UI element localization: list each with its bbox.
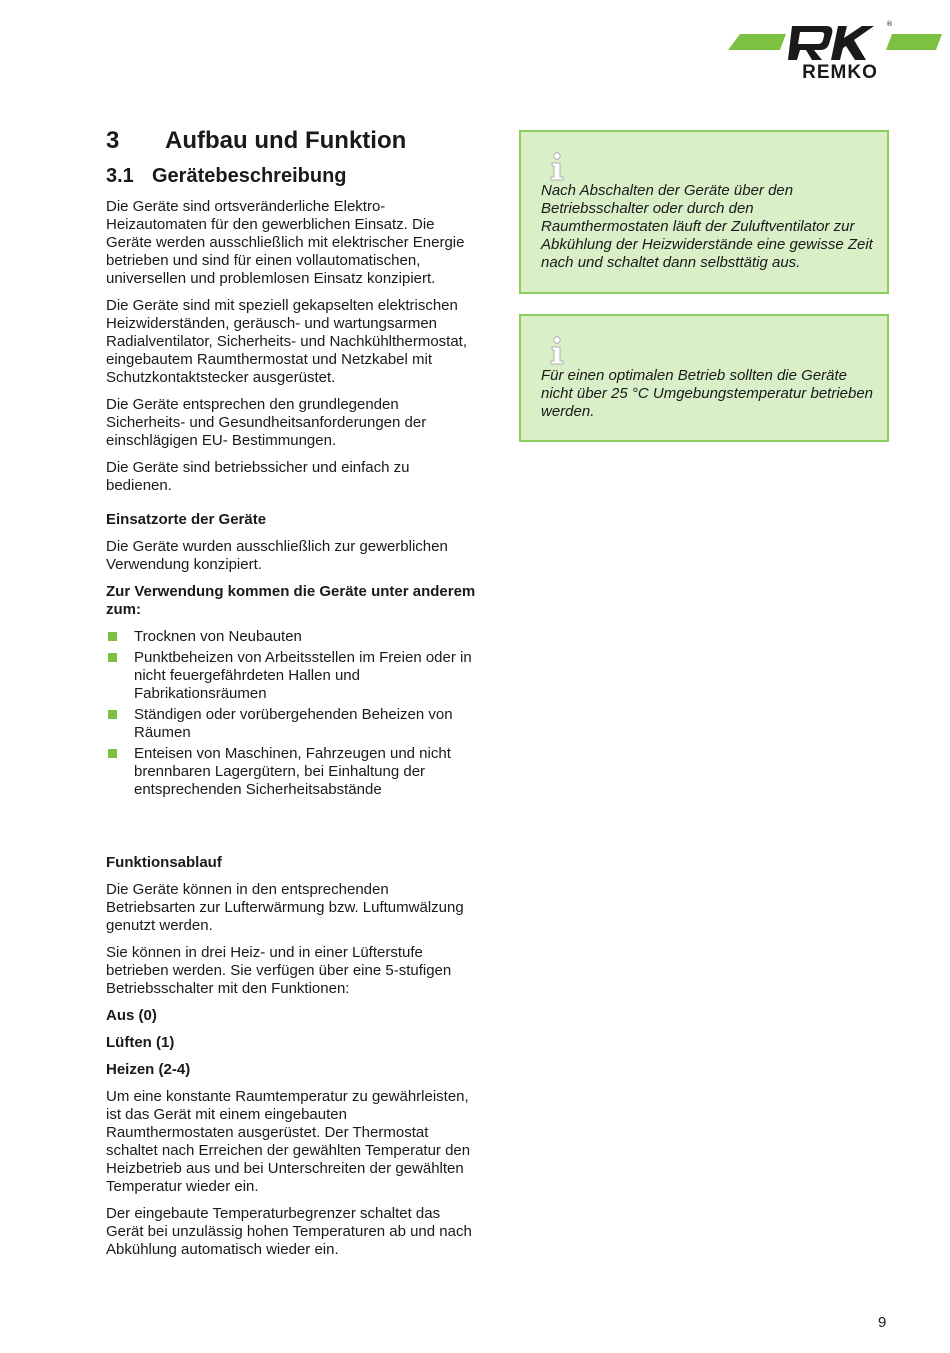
list-item: Enteisen von Maschinen, Fahrzeugen und nicht brennbaren Lagergütern, bei Einhaltung der entsprechenden Sicherheitsabstände xyxy=(106,745,478,799)
intro-paragraph: Die Geräte sind betriebssicher und einfach zu bedienen. xyxy=(106,459,410,494)
chapter-number: 3 xyxy=(106,127,120,154)
bullet-square-icon xyxy=(108,632,117,641)
info-note xyxy=(519,314,889,442)
note-text: Für einen optimalen Betrieb sollten die Geräte nicht über 25 °C Umgebungstemperatur betrieben werden. xyxy=(541,367,874,420)
info-icon xyxy=(549,152,565,182)
info-icon xyxy=(549,336,565,366)
mode-off: Aus (0) xyxy=(106,1007,157,1024)
einsatzorte-text: Die Geräte wurden ausschließlich zur gewerblichen Verwendung konzipiert. xyxy=(106,538,448,573)
einsatzorte-list xyxy=(106,628,478,799)
svg-text:®: ® xyxy=(886,20,893,28)
intro-paragraph: Die Geräte sind mit speziell gekapselten elektrischen Heizwiderständen, geräusch- und wartungsarmen Radialventilator, Sicherheits- und Nachkühlthermostat, eingebautem Raumthermostat und Netzkabel mit Schutzkontaktstecker ausgerüstet. xyxy=(106,297,468,386)
bullet-square-icon xyxy=(108,710,117,719)
chapter-heading xyxy=(106,124,478,158)
mode-fan: Lüften (1) xyxy=(106,1034,175,1051)
note-text: Nach Abschalten der Geräte über den Betriebsschalter oder durch den Raumthermostaten läuft der Zuluftventilator zur Abkühlung der Heizwiderstände eine gewisse Zeit nach und schaltet dann selbsttätig aus. xyxy=(541,182,873,271)
page-number: 9 xyxy=(878,1314,887,1331)
mode-heat: Heizen (2-4) xyxy=(106,1061,191,1078)
einsatzorte-title: Einsatzorte der Geräte xyxy=(106,511,267,528)
intro-paragraph: Die Geräte sind ortsveränderliche Elektro-Heizautomaten für den gewerblichen Einsatz. Die Geräte werden ausschließlich mit elektrischer Energie betrieben und sind für einen vollautomatischen, universellen und problemlosen Einsatz konzipiert. xyxy=(106,198,465,287)
list-item: Punktbeheizen von Arbeitsstellen im Freien oder in nicht feuergefährdeten Hallen und Fabrikationsräumen xyxy=(106,649,478,703)
funktion-title: Funktionsablauf xyxy=(106,854,222,871)
intro-paragraph: Die Geräte entsprechen den grundlegenden Sicherheits- und Gesundheitsanforderungen der einschlägigen EU- Bestimmungen. xyxy=(106,396,427,449)
section-heading xyxy=(106,162,478,190)
section-number: 3.1 xyxy=(106,165,134,187)
funktion-paragraph: Die Geräte können in den entsprechenden Betriebsarten zur Lufterwärmung bzw. Luftumwälzung genutzt werden. xyxy=(106,881,464,934)
chapter-title: Aufbau und Funktion xyxy=(165,127,407,154)
section-title: Gerätebeschreibung xyxy=(152,165,347,187)
einsatzorte-list-title: Zur Verwendung kommen die Geräte unter anderem zum: xyxy=(106,583,476,618)
bullet-square-icon xyxy=(108,653,117,662)
funktion-paragraph: Der eingebaute Temperaturbegrenzer schaltet das Gerät bei unzulässig hohen Temperaturen ab und nach Abkühlung automatisch wieder ein. xyxy=(106,1205,472,1258)
list-item: Trocknen von Neubauten xyxy=(106,628,478,646)
main-content xyxy=(106,124,478,1268)
info-note xyxy=(519,130,889,294)
funktion-paragraph: Um eine konstante Raumtemperatur zu gewährleisten, ist das Gerät mit einem eingebauten Raumthermostaten ausgerüstet. Der Thermostat schaltet nach Erreichen der gewählten Temperatur den Heizbetrieb aus und bei Unterschreiten der gewählten Temperatur wieder ein. xyxy=(106,1088,471,1195)
brand-name: REMKO xyxy=(802,62,878,83)
funktion-paragraph: Sie können in drei Heiz- und in einer Lüfterstufe betrieben werden. Sie verfügen über eine 5-stufigen Betriebsschalter mit den Funktionen: xyxy=(106,944,452,997)
bullet-square-icon xyxy=(108,749,117,758)
list-item: Ständigen oder vorübergehenden Beheizen von Räumen xyxy=(106,706,478,742)
